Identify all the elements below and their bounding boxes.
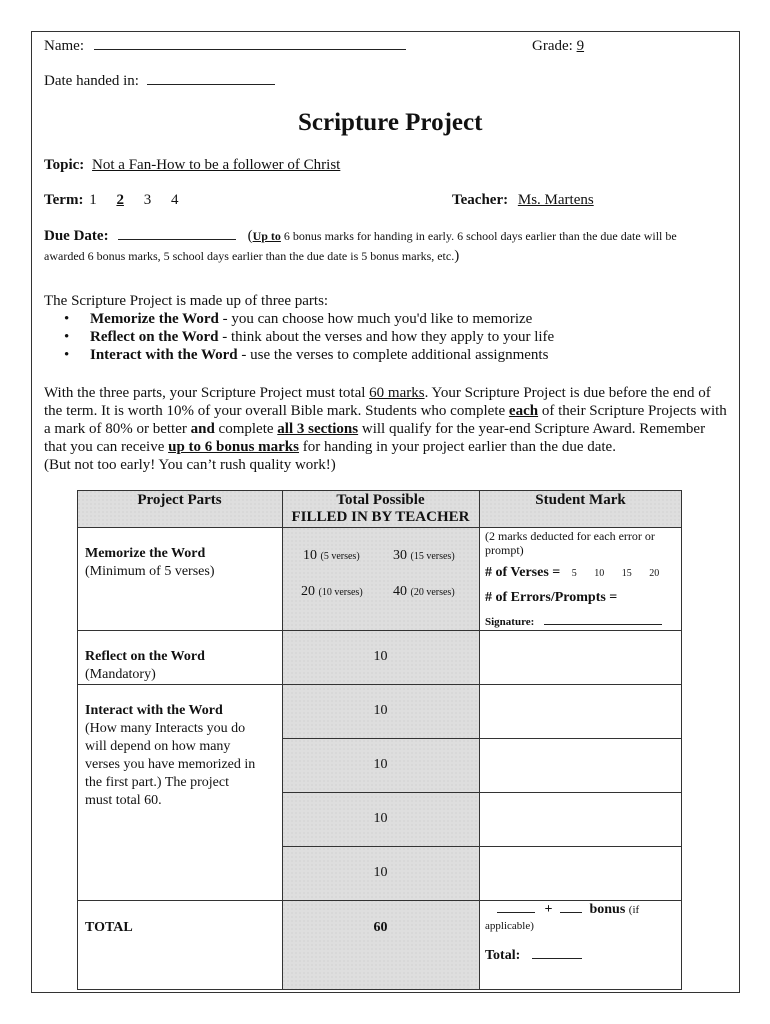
term-option-4: 4 [170, 192, 179, 208]
option-20-points: 20 (10 verses) [301, 584, 363, 599]
interact-desc-line: the first part.) The project [85, 775, 229, 790]
verses-option-15: 15 [621, 568, 632, 579]
grand-total-field[interactable] [485, 948, 582, 964]
plus-sign: + [544, 902, 553, 917]
due-note-line2: awarded 6 bonus marks, 5 school days earlier than the due date is 5 bonus marks, etc. [44, 249, 455, 263]
option-10-points: 10 (5 verses) [303, 548, 360, 563]
due-note-close-paren: ) [454, 248, 460, 264]
option-40-points: 40 (20 verses) [393, 584, 455, 599]
description-line: that you can receive up to 6 bonus marks for handing in your project earlier than the due date. [44, 439, 616, 455]
description-line: (But not too early! You can’t rush quality work!) [44, 457, 336, 473]
teacher-value: Ms. Martens [517, 192, 594, 208]
reflect-subtitle: (Mandatory) [85, 667, 156, 682]
topic-row [44, 157, 340, 174]
signature-line[interactable] [544, 624, 662, 625]
column-divider [479, 490, 480, 990]
date-handed-in-field[interactable] [44, 73, 275, 90]
interact-desc-line: verses you have memorized in [85, 757, 256, 772]
description-line: With the three parts, your Scripture Project must total 60 marks. Your Scripture Project is due before the end of [44, 385, 711, 401]
interact-points-4: 10 [373, 865, 388, 880]
bonus-emphasis: up to 6 bonus marks [168, 439, 299, 455]
part-memorize-desc: - you can choose how much you'd like to memorize [218, 311, 533, 327]
part-memorize-title: Memorize the Word [90, 311, 219, 327]
grade-value: 9 [576, 38, 585, 54]
term-row [44, 192, 178, 209]
row-divider [282, 792, 682, 793]
due-date-line[interactable] [118, 239, 236, 240]
verses-option-20: 20 [649, 568, 660, 579]
header-student-mark: Student Mark [535, 492, 626, 508]
description-line: a mark of 80% or better and complete all 3 sections will qualify for the year-end Scripture Award. Remember [44, 421, 706, 437]
deduction-note-line2: prompt) [485, 543, 524, 557]
verses-option-10: 10 [594, 568, 605, 579]
marks-table [77, 490, 682, 990]
total-label: TOTAL [85, 920, 133, 935]
row-divider [77, 527, 682, 528]
verses-count-row [485, 565, 659, 581]
due-date-row [44, 228, 677, 245]
interact-title: Interact with the Word [85, 703, 223, 718]
and-emphasis: and [190, 421, 215, 437]
deduction-note-line1: (2 marks deducted for each error or [485, 529, 655, 543]
sixty-marks: 60 marks [369, 385, 425, 401]
due-note-upto: Up to [252, 229, 281, 243]
part-interact-desc: - use the verses to complete additional assignments [237, 347, 549, 363]
interact-desc-line: must total 60. [85, 793, 162, 808]
header-total-possible: Total Possible [336, 492, 425, 508]
column-divider [282, 490, 283, 990]
reflect-title: Reflect on the Word [85, 649, 205, 664]
part-interact-title: Interact with the Word [90, 347, 238, 363]
term-option-2-selected: 2 [116, 192, 124, 208]
part-reflect-desc: - think about the verses and how they apply to your life [218, 329, 555, 345]
total-points: 60 [373, 920, 388, 935]
term-label: Term: [44, 192, 84, 208]
term-option-1: 1 [89, 192, 97, 208]
signature-field[interactable] [485, 614, 662, 630]
date-handed-in-line[interactable] [147, 84, 275, 85]
list-item [64, 346, 744, 364]
option-30-points: 30 (15 verses) [393, 548, 455, 563]
signature-label: Signature: [485, 616, 535, 628]
header-project-parts: Project Parts [137, 492, 222, 508]
verses-label: # of Verses = [485, 565, 561, 580]
bonus-label: bonus [589, 902, 626, 917]
due-note-line1: 6 bonus marks for handing in early. 6 school days earlier than the due date will be [280, 229, 677, 243]
bonus-row[interactable] [497, 902, 639, 918]
due-note-open-paren: ( [247, 228, 253, 244]
interact-points-1: 10 [373, 703, 388, 718]
interact-points-2: 10 [373, 757, 388, 772]
memorize-subtitle: (Minimum of 5 verses) [85, 564, 215, 579]
project-description [44, 384, 744, 474]
name-line[interactable] [94, 49, 406, 50]
topic-value: Not a Fan-How to be a follower of Christ [92, 157, 341, 173]
date-handed-in-label: Date handed in: [44, 73, 139, 89]
intro-section [44, 292, 744, 364]
term-option-3: 3 [143, 192, 152, 208]
name-label: Name: [44, 38, 84, 54]
bonus-if-text: (if [628, 904, 640, 916]
parts-list [64, 310, 744, 364]
name-field[interactable] [44, 38, 406, 55]
intro-lead: The Scripture Project is made up of three parts: [44, 293, 329, 309]
bonus-applicable-text: applicable) [485, 920, 534, 932]
score-line[interactable] [497, 912, 535, 913]
topic-label: Topic: [44, 157, 85, 173]
reflect-points: 10 [373, 649, 388, 664]
row-divider [282, 846, 682, 847]
part-reflect-title: Reflect on the Word [90, 329, 219, 345]
row-divider [77, 684, 682, 685]
verses-option-5: 5 [571, 568, 577, 579]
grade-field [532, 38, 584, 55]
list-item [64, 310, 744, 328]
interact-desc-line: (How many Interacts you do [85, 721, 246, 736]
grand-total-line[interactable] [532, 958, 582, 959]
page-title: Scripture Project [298, 109, 483, 136]
memorize-title: Memorize the Word [85, 546, 206, 561]
bonus-line[interactable] [560, 912, 582, 913]
due-note-line2-row [44, 248, 459, 265]
teacher-label: Teacher: [452, 192, 509, 208]
grade-label: Grade: [532, 38, 573, 54]
interact-desc-line: will depend on how many [85, 739, 231, 754]
due-date-label: Due Date: [44, 228, 109, 244]
row-divider [282, 738, 682, 739]
interact-points-3: 10 [373, 811, 388, 826]
errors-prompts-label: # of Errors/Prompts = [485, 590, 618, 605]
description-line: the term. It is worth 10% of your overall Bible mark. Students who complete each of their Scripture Projects with [44, 403, 727, 419]
row-divider [77, 630, 682, 631]
all-sections-emphasis: all 3 sections [277, 421, 359, 437]
teacher-row [452, 192, 594, 209]
each-emphasis: each [508, 403, 539, 419]
list-item [64, 328, 744, 346]
row-divider [77, 900, 682, 901]
grand-total-label: Total: [485, 948, 521, 963]
header-filled-by-teacher: FILLED IN BY TEACHER [291, 509, 470, 525]
